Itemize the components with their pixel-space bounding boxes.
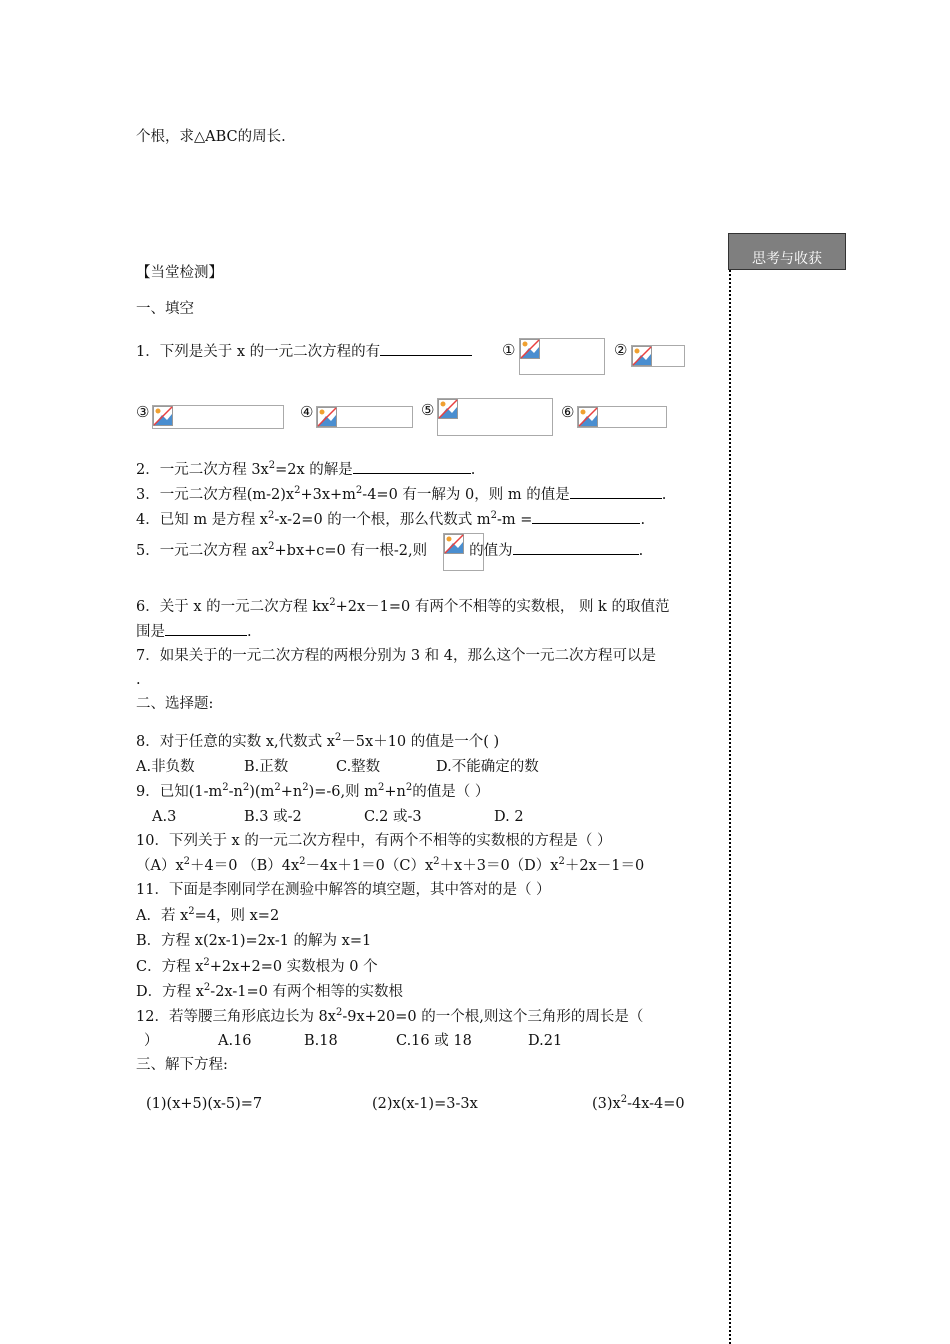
broken-image-icon (153, 406, 173, 426)
broken-image-icon (444, 534, 464, 554)
part1-title: 一、填空 (136, 301, 194, 317)
q6-blank[interactable] (165, 622, 247, 636)
q1-blank[interactable] (380, 342, 472, 356)
option-b[interactable]: B.正数 (244, 759, 289, 775)
option-a[interactable]: A.16 (218, 1033, 252, 1049)
q1-text (136, 342, 472, 361)
q1-choice-3-label: ③ (136, 403, 150, 421)
q9-line: 9．已知$(1-m^2-n^2)(m^2+n^2)=-6$,则 $m^2+n^2$的值是（ ） (136, 782, 490, 800)
broken-image-icon (520, 339, 540, 359)
broken-image-icon (578, 407, 598, 427)
q11-option-d[interactable]: D．方程 $x^2-2x-1=0$ 有两个相等的实数根 (136, 982, 403, 1000)
q7-line-1: 7．如果关于的一元二次方程的两根分别为 3 和 4，那么这个一元二次方程可以是 (136, 648, 657, 664)
q5-blank[interactable] (513, 541, 639, 555)
q8-line: 8．对于任意的实数 x,代数式 $x^2-5x+10$ 的值是一个( ) (136, 732, 500, 750)
option-a[interactable]: A.3 (152, 809, 177, 825)
q12-line: 12．若等腰三角形底边长为 $8x^2-9x+20=0$ 的一个根,则这个三角形的周长是（ (136, 1007, 644, 1025)
sidebar-title: 思考与收获 (752, 251, 822, 267)
option-a[interactable]: A.非负数 (136, 759, 195, 775)
problem-3: $(3)x^2-4x-4=0$ (592, 1094, 685, 1112)
sidebar-header (728, 233, 846, 270)
q3-line: 3．一元二次方程$(m-2)x^2+3x+m^2-4=0$ 有一解为 0，则 m 的值是 . (136, 485, 667, 503)
broken-image-icon (317, 407, 337, 427)
option-d[interactable]: D.不能确定的数 (436, 759, 539, 775)
q9-options (152, 808, 524, 826)
sidebar-dotted-divider (729, 270, 731, 1344)
q2-blank[interactable] (353, 460, 471, 474)
option-d[interactable]: D. 2 (494, 809, 524, 825)
q12-options: ） A.16 B.18 C.16 或 18 D.21 (144, 1033, 563, 1049)
q4-blank[interactable] (532, 510, 640, 524)
q6-line-1: 6．关于 x 的一元二次方程 $kx^2+2x-1=0$ 有两个不相等的实数根， 则 k 的取值范 (136, 597, 670, 615)
q1-choice-2-label: ② (614, 341, 628, 359)
problem-1: (1)(x+5)(x-5)=7 (146, 1096, 263, 1112)
q4-line: 4．已知 m 是方程 $x^2-x-2=0$ 的一个根，那么代数式 $m^2-m$ = . (136, 510, 646, 528)
part3-title: 三、解下方程: (136, 1057, 228, 1073)
q5-line: 5．一元二次方程 $ax^2+bx+c=0$ 有一根-2,则 的值为 . (136, 541, 644, 559)
part2-title: 二、选择题: (136, 696, 214, 712)
q10-line: 10．下列关于 x 的一元二次方程中，有两个不相等的实数根的方程是（ ） (136, 833, 612, 849)
q1-choice-1-label: ① (502, 341, 516, 359)
broken-image-icon (438, 399, 458, 419)
q10-options: $(A)x^2+4=0$ $(B)4x^2-4x+1=0(C)x^2+x+3=0(D)x^2+2x-1=0$ (136, 856, 645, 874)
q1-choice-6-label: ⑥ (561, 403, 575, 421)
section-header: 【当堂检测】 (136, 265, 223, 281)
q11-option-b[interactable]: B．方程 x(2x-1)=2x-1 的解为 x=1 (136, 933, 372, 949)
option-b[interactable]: B.3 或-2 (244, 809, 302, 825)
q1-choice-4-label: ④ (300, 403, 314, 421)
option-c[interactable]: C.2 或-3 (364, 809, 422, 825)
q11-option-a[interactable]: A．若 $x^2=4$，则 x=2 (136, 906, 280, 924)
option-b[interactable]: B.18 (304, 1033, 338, 1049)
q7-line-2: . (136, 672, 141, 688)
q1-stem: 1．下列是关于 x 的一元二次方程的有 (136, 344, 381, 360)
intro-line: 个根，求△ABC的周长. (136, 129, 286, 145)
option-d[interactable]: D.21 (528, 1033, 563, 1049)
broken-image-icon (632, 346, 652, 366)
q11-line: 11．下面是李刚同学在测验中解答的填空题，其中答对的是（ ） (136, 882, 551, 898)
q1-choice-5-label: ⑤ (421, 401, 435, 419)
option-c[interactable]: C.整数 (336, 759, 381, 775)
q6-line-2: 围是 . (136, 624, 252, 640)
problem-2: (2)x(x-1)=3-3x (372, 1096, 478, 1112)
q2-line: 2．一元二次方程 $3x^2=2x$ 的解是 . (136, 460, 476, 478)
option-c[interactable]: C.16 或 18 (396, 1033, 472, 1049)
q3-blank[interactable] (570, 485, 662, 499)
q8-options (136, 758, 539, 776)
q11-option-c[interactable]: C．方程 $x^2+2x+2=0$ 实数根为 0 个 (136, 957, 378, 975)
